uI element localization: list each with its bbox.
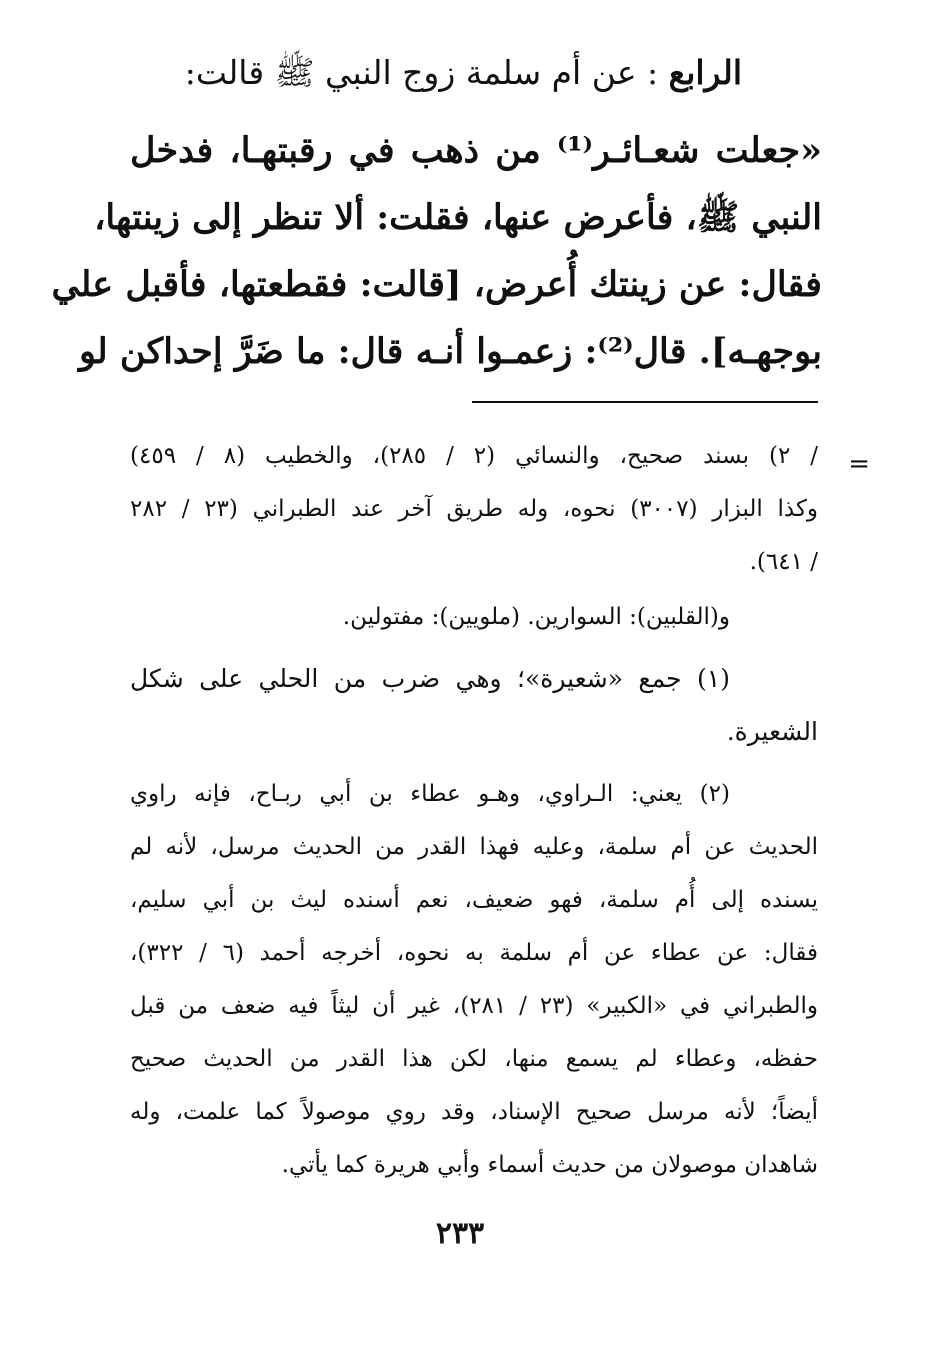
footnote-2-line: فقال: عن عطاء عن أم سلمة به نحوه، أخرجه أحمد (٦ / ٣٢٢)، bbox=[130, 940, 818, 966]
footnote-separator bbox=[472, 401, 818, 403]
footnote-2-line: شاهدان موصولان من حديث أسماء وأبي هريرة كما يأتي. bbox=[281, 1152, 818, 1178]
footnote-2-line: أيضاً؛ لأنه مرسل صحيح الإسناد، وقد روي موصولاً كما علمت، وله bbox=[130, 1099, 818, 1125]
hadith-text-line: النبي ﷺ، فأعرض عنها، فقلت: ألا تنظر إلى زينتها، bbox=[94, 197, 822, 238]
hadith-text-line: فقال: عن زينتك أُعرض، [قالت: فقطعتها، فأقبل علي bbox=[51, 264, 822, 305]
page-number: ٢٣٣ bbox=[435, 1216, 485, 1251]
footnote-continued-line: / ٦٤١). bbox=[749, 549, 818, 575]
footnote-2-line: (٢) يعني: الـراوي، وهـو عطاء بن أبي ربـاح، فإنه راوي bbox=[130, 781, 730, 807]
footnote-2-line: والطبراني في «الكبير» (٢٣ / ٢٨١)، غير أن ليثاً فيه ضعف من قبل bbox=[130, 993, 819, 1019]
gloss-line: و(القلبين): السوارين. (ملويين): مفتولين. bbox=[342, 604, 730, 630]
footnote-2-line: حفظه، وعطاء لم يسمع منها، لكن هذا القدر من الحديث صحيح bbox=[130, 1046, 818, 1072]
heading-lead: الرابع bbox=[668, 53, 742, 92]
footnote-2-line: يسنده إلى أُم سلمة، فهو ضعيف، نعم أسنده ليث بن أبي سليم، bbox=[130, 887, 818, 913]
footnote-continued-line: / ٢) بسند صحيح، والنسائي (٢ / ٢٨٥)، والخطيب (٨ / ٤٥٩) bbox=[130, 443, 819, 469]
footnote-1-line: (١) جمع «شعيرة»؛ وهي ضرب من الحلي على شكل bbox=[130, 664, 730, 693]
footnote-continued-line: وكذا البزار (٣٠٠٧) نحوه، وله طريق آخر عند الطبراني (٢٣ / ٢٨٢ bbox=[130, 496, 818, 522]
heading-rest: : عن أم سلمة زوج النبي ﷺ قالت: bbox=[184, 53, 659, 92]
continuation-marker: = bbox=[848, 449, 870, 479]
hadith-text-line: بوجهـه]. قال⁽²⁾: زعمـوا أنـه قال: ما ضَرَّ إحداكن لو bbox=[78, 331, 822, 372]
footnote-2-line: الحديث عن أم سلمة، وعليه فهذا القدر من الحديث مرسل، لأنه لم bbox=[130, 834, 818, 860]
hadith-text-line: «جعلت شعـائـر⁽¹⁾ من ذهب في رقبتهـا، فدخل bbox=[130, 130, 822, 171]
footnote-1-line: الشعيرة. bbox=[726, 717, 818, 746]
section-heading bbox=[185, 52, 742, 95]
